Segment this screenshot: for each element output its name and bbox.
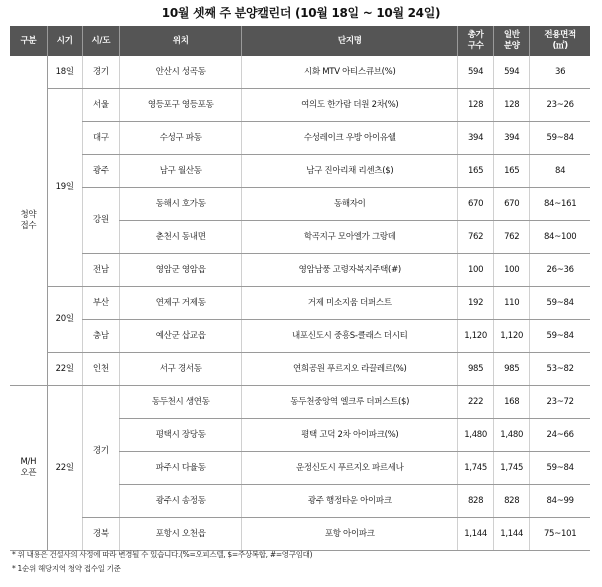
header-gubun: 구분 — [10, 26, 47, 56]
region-cell: 부산 — [82, 287, 119, 320]
general-cell: 762 — [494, 221, 530, 254]
total-cell: 762 — [458, 221, 494, 254]
table-row — [10, 518, 590, 551]
date-cell: 22일 — [47, 353, 82, 386]
general-cell: 168 — [494, 386, 530, 419]
region-cell: 대구 — [82, 122, 119, 155]
region-cell: 경기 — [82, 56, 119, 89]
total-cell: 985 — [458, 353, 494, 386]
region-cell: 인천 — [82, 353, 119, 386]
general-cell: 1,144 — [494, 518, 530, 551]
complex-cell: 동해자이 — [242, 188, 458, 221]
location-cell: 영암군 영암읍 — [119, 254, 242, 287]
date-cell: 20일 — [47, 287, 82, 353]
general-cell: 394 — [494, 122, 530, 155]
complex-cell: 운정신도시 푸르지오 파르세나 — [242, 452, 458, 485]
complex-cell: 거제 미소지움 더퍼스트 — [242, 287, 458, 320]
complex-cell: 수성레이크 우방 아이유쉘 — [242, 122, 458, 155]
total-cell: 192 — [458, 287, 494, 320]
location-cell: 춘천시 동내면 — [119, 221, 242, 254]
location-cell: 파주시 다율동 — [119, 452, 242, 485]
area-cell: 53~82 — [530, 353, 590, 386]
total-cell: 100 — [458, 254, 494, 287]
area-cell: 84~161 — [530, 188, 590, 221]
table-row — [10, 320, 590, 353]
area-cell: 59~84 — [530, 122, 590, 155]
general-cell: 1,120 — [494, 320, 530, 353]
general-cell: 1,745 — [494, 452, 530, 485]
area-cell: 59~84 — [530, 320, 590, 353]
total-cell: 394 — [458, 122, 494, 155]
header-location: 위치 — [119, 26, 242, 56]
total-cell: 222 — [458, 386, 494, 419]
area-cell: 26~36 — [530, 254, 590, 287]
general-cell: 128 — [494, 89, 530, 122]
footnotes — [12, 548, 592, 576]
table-row — [10, 89, 590, 122]
header-complex: 단지명 — [242, 26, 458, 56]
table-row — [10, 155, 590, 188]
region-cell: 광주 — [82, 155, 119, 188]
date-cell: 19일 — [47, 89, 82, 287]
area-cell: 59~84 — [530, 287, 590, 320]
table-row — [10, 287, 590, 320]
area-cell: 84 — [530, 155, 590, 188]
area-cell: 59~84 — [530, 452, 590, 485]
total-cell: 128 — [458, 89, 494, 122]
location-cell: 서구 경서동 — [119, 353, 242, 386]
area-cell: 24~66 — [530, 419, 590, 452]
area-cell: 23~72 — [530, 386, 590, 419]
location-cell: 동해시 호가동 — [119, 188, 242, 221]
region-cell: 전남 — [82, 254, 119, 287]
group-mh-open: M/H 오픈 — [10, 386, 47, 551]
complex-cell: 연희공원 푸르지오 라끌레르(%) — [242, 353, 458, 386]
complex-cell: 여의도 한가람 더원 2차(%) — [242, 89, 458, 122]
total-cell: 828 — [458, 485, 494, 518]
area-cell: 36 — [530, 56, 590, 89]
footnote: * 위 내용은 건설사의 사정에 따라 변경될 수 있습니다.(%=오피스텔, $=주상복합, #=영구임대) — [12, 550, 313, 559]
group-subscription: 청약 접수 — [10, 56, 47, 386]
header-area: 전용면적 (㎡) — [530, 26, 590, 56]
table-header-row — [10, 26, 590, 56]
table-row — [10, 254, 590, 287]
area-cell: 23~26 — [530, 89, 590, 122]
subscription-calendar-table — [10, 26, 590, 551]
complex-cell: 포항 아이파크 — [242, 518, 458, 551]
general-cell: 828 — [494, 485, 530, 518]
total-cell: 1,745 — [458, 452, 494, 485]
complex-cell: 평택 고덕 2차 아이파크(%) — [242, 419, 458, 452]
total-cell: 165 — [458, 155, 494, 188]
location-cell: 연제구 거제동 — [119, 287, 242, 320]
location-cell: 수성구 파동 — [119, 122, 242, 155]
region-cell: 서울 — [82, 89, 119, 122]
header-general: 일반 분양 — [494, 26, 530, 56]
complex-cell: 학곡지구 모아엘가 그랑데 — [242, 221, 458, 254]
table-row — [10, 386, 590, 419]
area-cell: 75~101 — [530, 518, 590, 551]
general-cell: 670 — [494, 188, 530, 221]
location-cell: 포항시 오천읍 — [119, 518, 242, 551]
date-cell: 18일 — [47, 56, 82, 89]
complex-cell: 광주 행정타운 아이파크 — [242, 485, 458, 518]
total-cell: 1,480 — [458, 419, 494, 452]
complex-cell: 영암남풍 고령자복지주택(#) — [242, 254, 458, 287]
table-row — [10, 353, 590, 386]
header-total: 총가 구수 — [458, 26, 494, 56]
table-row — [10, 188, 590, 221]
total-cell: 1,144 — [458, 518, 494, 551]
table-row — [10, 122, 590, 155]
region-cell: 강원 — [82, 188, 119, 254]
location-cell: 동두천시 생연동 — [119, 386, 242, 419]
location-cell: 평택시 장당동 — [119, 419, 242, 452]
location-cell: 안산시 성곡동 — [119, 56, 242, 89]
table-row — [10, 56, 590, 89]
header-sigi: 시기 — [47, 26, 82, 56]
complex-cell: 시화 MTV 아티스큐브(%) — [242, 56, 458, 89]
general-cell: 100 — [494, 254, 530, 287]
location-cell: 영등포구 영등포동 — [119, 89, 242, 122]
footnote: * 1순위 해당지역 청약 접수일 기준 — [12, 564, 121, 573]
location-cell: 예산군 삽교읍 — [119, 320, 242, 353]
page-title: 10월 셋째 주 분양캘린더 (10월 18일 ~ 10월 24일) — [161, 6, 441, 20]
region-cell: 경기 — [82, 386, 119, 518]
complex-cell: 내포신도시 중흥S-클래스 더시티 — [242, 320, 458, 353]
area-cell: 84~99 — [530, 485, 590, 518]
region-cell: 충남 — [82, 320, 119, 353]
total-cell: 670 — [458, 188, 494, 221]
location-cell: 남구 월산동 — [119, 155, 242, 188]
location-cell: 광주시 송정동 — [119, 485, 242, 518]
header-sido: 시/도 — [82, 26, 119, 56]
general-cell: 985 — [494, 353, 530, 386]
total-cell: 1,120 — [458, 320, 494, 353]
date-cell: 22일 — [47, 386, 82, 551]
total-cell: 594 — [458, 56, 494, 89]
general-cell: 165 — [494, 155, 530, 188]
general-cell: 594 — [494, 56, 530, 89]
complex-cell: 남구 진아리채 리센츠($) — [242, 155, 458, 188]
area-cell: 84~100 — [530, 221, 590, 254]
region-cell: 경북 — [82, 518, 119, 551]
general-cell: 110 — [494, 287, 530, 320]
complex-cell: 동두천중앙역 엘크루 더퍼스트($) — [242, 386, 458, 419]
general-cell: 1,480 — [494, 419, 530, 452]
